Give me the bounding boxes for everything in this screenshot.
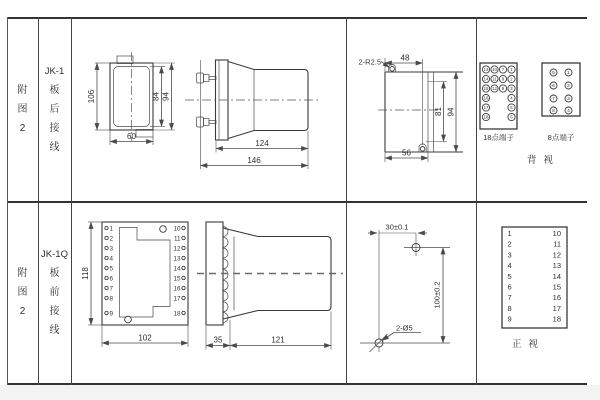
- svg-text:8: 8: [552, 109, 555, 115]
- dim-84: 84: [151, 92, 161, 101]
- svg-text:13: 13: [552, 261, 561, 271]
- svg-text:4: 4: [507, 261, 512, 271]
- model-name: JK-1: [44, 65, 65, 77]
- svg-text:14: 14: [552, 271, 561, 281]
- svg-text:15: 15: [552, 282, 561, 292]
- type-char: 线: [49, 324, 60, 336]
- svg-text:2: 2: [507, 239, 512, 249]
- svg-text:1: 1: [510, 67, 513, 73]
- svg-text:14: 14: [173, 265, 181, 273]
- drawing-rear-terminals: [480, 63, 580, 166]
- type-char: 线: [49, 141, 60, 153]
- drawing-drill-plan: [360, 223, 450, 353]
- svg-text:12: 12: [492, 86, 497, 92]
- svg-text:11: 11: [553, 239, 561, 249]
- slot-hole: [420, 147, 425, 152]
- dim-102: 102: [138, 333, 152, 343]
- svg-text:12: 12: [173, 245, 181, 253]
- svg-text:6: 6: [507, 282, 512, 292]
- front-view-title: 正视: [512, 339, 546, 350]
- svg-text:5: 5: [507, 271, 512, 281]
- inner-step-outline: [120, 228, 171, 318]
- model-name: JK-1Q: [41, 248, 68, 260]
- svg-text:5: 5: [552, 71, 555, 77]
- dim-146: 146: [247, 156, 261, 165]
- terminal-circles-8: [550, 69, 572, 114]
- svg-text:13: 13: [483, 67, 489, 73]
- terminal-circles-18: [482, 66, 515, 121]
- terminal-stud: [197, 117, 217, 127]
- type-char: 前: [49, 286, 60, 298]
- dim-124: 124: [255, 139, 269, 148]
- svg-text:13: 13: [173, 255, 181, 263]
- drawing-rear-side: [185, 60, 320, 169]
- drawing-front-footprint: [81, 222, 188, 347]
- terminal-map-right-column: [553, 229, 561, 324]
- terminal-bumps: [223, 227, 228, 323]
- figure-char: 附: [17, 267, 28, 279]
- figure-char: 附: [17, 84, 28, 96]
- svg-text:7: 7: [501, 67, 505, 73]
- dim-94: 94: [446, 107, 456, 117]
- svg-text:10: 10: [492, 67, 497, 73]
- svg-text:9: 9: [109, 310, 114, 318]
- svg-text:2: 2: [109, 235, 114, 243]
- svg-text:4: 4: [567, 109, 570, 115]
- dim-48: 48: [400, 53, 410, 63]
- note-corner-radius: 2-R2.5: [358, 57, 381, 67]
- drawing-panel-cutout: [358, 54, 463, 163]
- terminal-map-left-column: [508, 229, 512, 324]
- svg-text:6: 6: [109, 275, 114, 283]
- svg-text:3: 3: [109, 245, 114, 253]
- terminal-block-8: [542, 63, 580, 116]
- dim-35: 35: [213, 335, 223, 345]
- svg-text:18: 18: [483, 114, 489, 120]
- svg-text:16: 16: [552, 293, 561, 303]
- dim-100: 100±0.2: [432, 281, 442, 309]
- svg-text:17: 17: [552, 303, 561, 313]
- mounting-hole: [160, 226, 167, 233]
- svg-text:1: 1: [507, 229, 512, 238]
- svg-text:17: 17: [173, 295, 181, 303]
- dim-81: 81: [434, 107, 443, 116]
- svg-text:6: 6: [510, 114, 513, 120]
- svg-text:15: 15: [483, 86, 489, 92]
- label-8-point: 8点端子: [547, 133, 575, 142]
- svg-text:16: 16: [173, 285, 181, 293]
- figure-char: 2: [19, 305, 26, 317]
- type-char: 接: [49, 305, 60, 317]
- leader-line: [382, 333, 394, 341]
- svg-text:5: 5: [510, 105, 513, 111]
- svg-text:2: 2: [567, 84, 570, 90]
- svg-text:1: 1: [109, 225, 114, 233]
- svg-text:9: 9: [501, 86, 505, 92]
- drawing-front-side: [197, 222, 343, 350]
- svg-text:10: 10: [173, 225, 181, 233]
- svg-text:18: 18: [552, 314, 561, 324]
- svg-text:7: 7: [109, 285, 114, 293]
- dim-118: 118: [81, 267, 90, 280]
- type-char: 板: [49, 267, 60, 279]
- svg-text:17: 17: [483, 105, 489, 111]
- mounting-hole: [125, 316, 132, 323]
- terminal-stud: [197, 73, 217, 83]
- mounting-tab-bottom: [136, 130, 153, 138]
- svg-text:11: 11: [173, 235, 181, 243]
- dim-56: 56: [402, 148, 411, 158]
- svg-text:18: 18: [173, 310, 181, 318]
- plug-terminals-right: [173, 225, 185, 317]
- figure-char: 图: [17, 103, 28, 115]
- svg-text:8: 8: [507, 303, 512, 313]
- type-char: 后: [49, 103, 60, 115]
- dim-106: 106: [87, 89, 96, 104]
- svg-text:12: 12: [552, 250, 561, 260]
- label-18-point: 18点端子: [483, 133, 514, 142]
- plug-terminals-left: [105, 225, 114, 317]
- drawing-rear-footprint: [87, 52, 175, 145]
- svg-text:4: 4: [109, 255, 114, 263]
- svg-text:14: 14: [483, 76, 489, 82]
- svg-text:7: 7: [507, 293, 512, 303]
- figure-char: 2: [19, 122, 26, 134]
- dim-121: 121: [271, 335, 285, 345]
- svg-text:15: 15: [173, 275, 181, 283]
- svg-text:9: 9: [507, 314, 512, 324]
- svg-text:10: 10: [552, 229, 561, 238]
- dim-60: 60: [127, 132, 136, 141]
- dim-30: 30±0.1: [385, 222, 409, 232]
- svg-text:8: 8: [109, 295, 114, 303]
- svg-text:3: 3: [510, 86, 513, 92]
- svg-text:5: 5: [109, 265, 114, 273]
- svg-text:4: 4: [510, 95, 513, 101]
- svg-text:3: 3: [507, 250, 512, 260]
- type-char: 接: [49, 122, 60, 134]
- figure-char: 图: [17, 286, 28, 298]
- drawing-front-view-table: [502, 227, 567, 350]
- mounting-tab-top: [117, 56, 133, 64]
- svg-text:3: 3: [567, 97, 570, 103]
- svg-text:7: 7: [552, 97, 555, 103]
- type-char: 板: [49, 84, 60, 96]
- rear-view-title: 背视: [527, 155, 561, 166]
- slot-hole: [390, 67, 395, 72]
- svg-text:8: 8: [501, 76, 505, 82]
- note-hole-size: 2-Ø5: [396, 323, 413, 333]
- dim-94: 94: [161, 92, 171, 101]
- svg-text:6: 6: [552, 84, 555, 90]
- svg-text:2: 2: [510, 76, 513, 82]
- svg-text:11: 11: [492, 76, 497, 82]
- svg-text:16: 16: [483, 95, 489, 101]
- svg-text:1: 1: [567, 71, 570, 77]
